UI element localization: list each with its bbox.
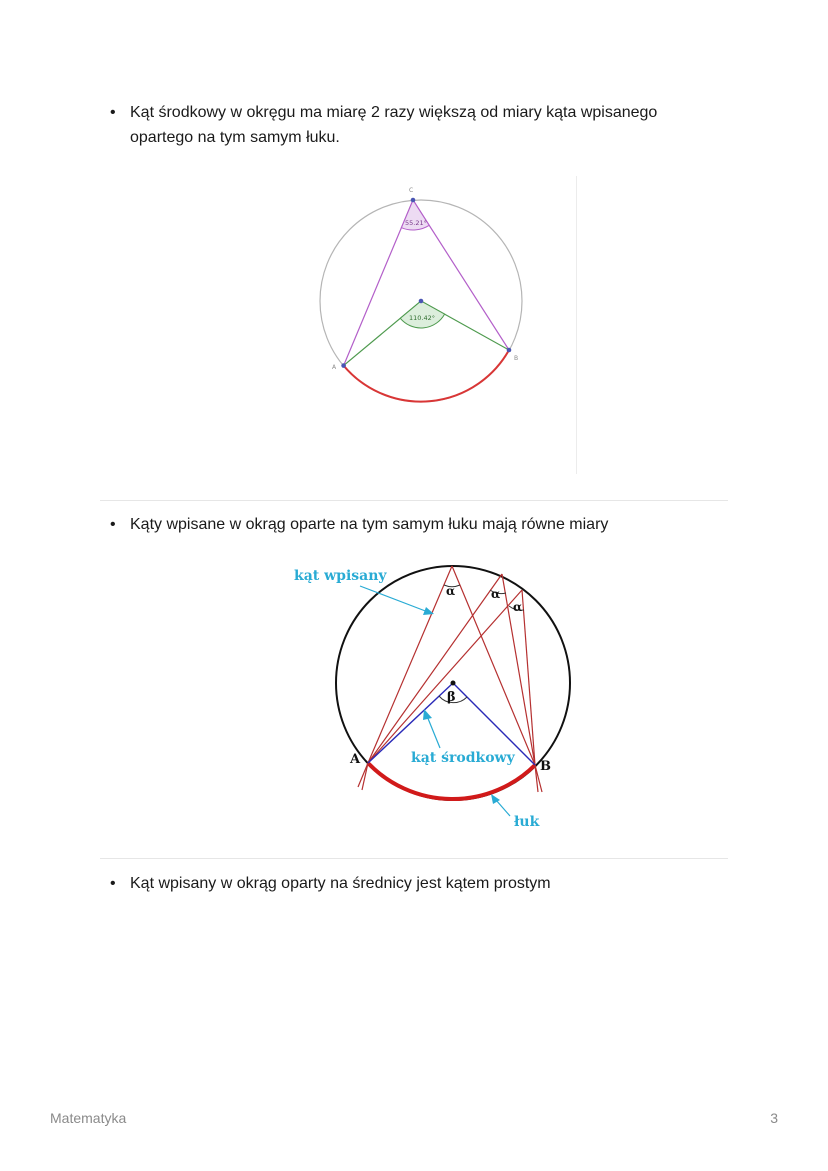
label-a: A xyxy=(332,364,337,371)
pointer-central xyxy=(427,716,440,748)
point-c xyxy=(411,198,416,203)
bullet-item-equal-inscribed-angles xyxy=(110,512,710,537)
bullet-marker: • xyxy=(110,104,116,121)
pointer-arc xyxy=(496,800,510,816)
bullet-item-diameter-angle xyxy=(110,871,710,896)
central-angle-value: 110.42° xyxy=(409,314,435,322)
bullet-marker: • xyxy=(110,516,116,533)
bullet-marker: • xyxy=(110,875,116,892)
bullet-text: Kąt wpisany w okrąg oparty na średnicy jest kątem prostym xyxy=(130,875,551,892)
point-a xyxy=(341,363,346,368)
center-point xyxy=(451,681,456,686)
section-divider xyxy=(100,858,728,859)
bullet-text: Kąt środkowy w okręgu ma miarę 2 razy większą od miary kąta wpisanego opartego na tym samym łuku. xyxy=(130,104,658,146)
bullet-text: Kąty wpisane w okrąg oparte na tym samym łuku mają równe miary xyxy=(130,516,609,533)
arrowhead-central xyxy=(423,709,432,720)
label-c: C xyxy=(409,187,414,194)
label-point-a: A xyxy=(350,752,361,767)
figure-divider xyxy=(576,176,577,474)
point-b xyxy=(507,348,512,353)
figure-central-inscribed-angle xyxy=(300,180,550,410)
inscribed-angle-value: 55.21° xyxy=(405,219,427,227)
alpha-label-2: α xyxy=(491,587,501,601)
beta-label: β xyxy=(447,690,456,705)
label-point-b: B xyxy=(540,759,551,774)
label-b: B xyxy=(514,355,519,362)
figure-inscribed-angles xyxy=(280,560,580,840)
footer-subject: Matematyka xyxy=(50,1110,127,1126)
label-central-angle: kąt środkowy xyxy=(411,750,515,766)
arc-ab xyxy=(368,763,535,799)
footer-page-number: 3 xyxy=(770,1110,778,1126)
alpha-label-1: α xyxy=(446,584,456,598)
arc-ab xyxy=(344,350,509,402)
bullet-item-central-angle xyxy=(110,100,710,150)
section-divider xyxy=(100,500,728,501)
label-inscribed-angle: kąt wpisany xyxy=(294,568,387,584)
label-arc: łuk xyxy=(514,814,540,830)
point-o xyxy=(419,299,424,304)
alpha-label-3: α xyxy=(513,600,523,614)
